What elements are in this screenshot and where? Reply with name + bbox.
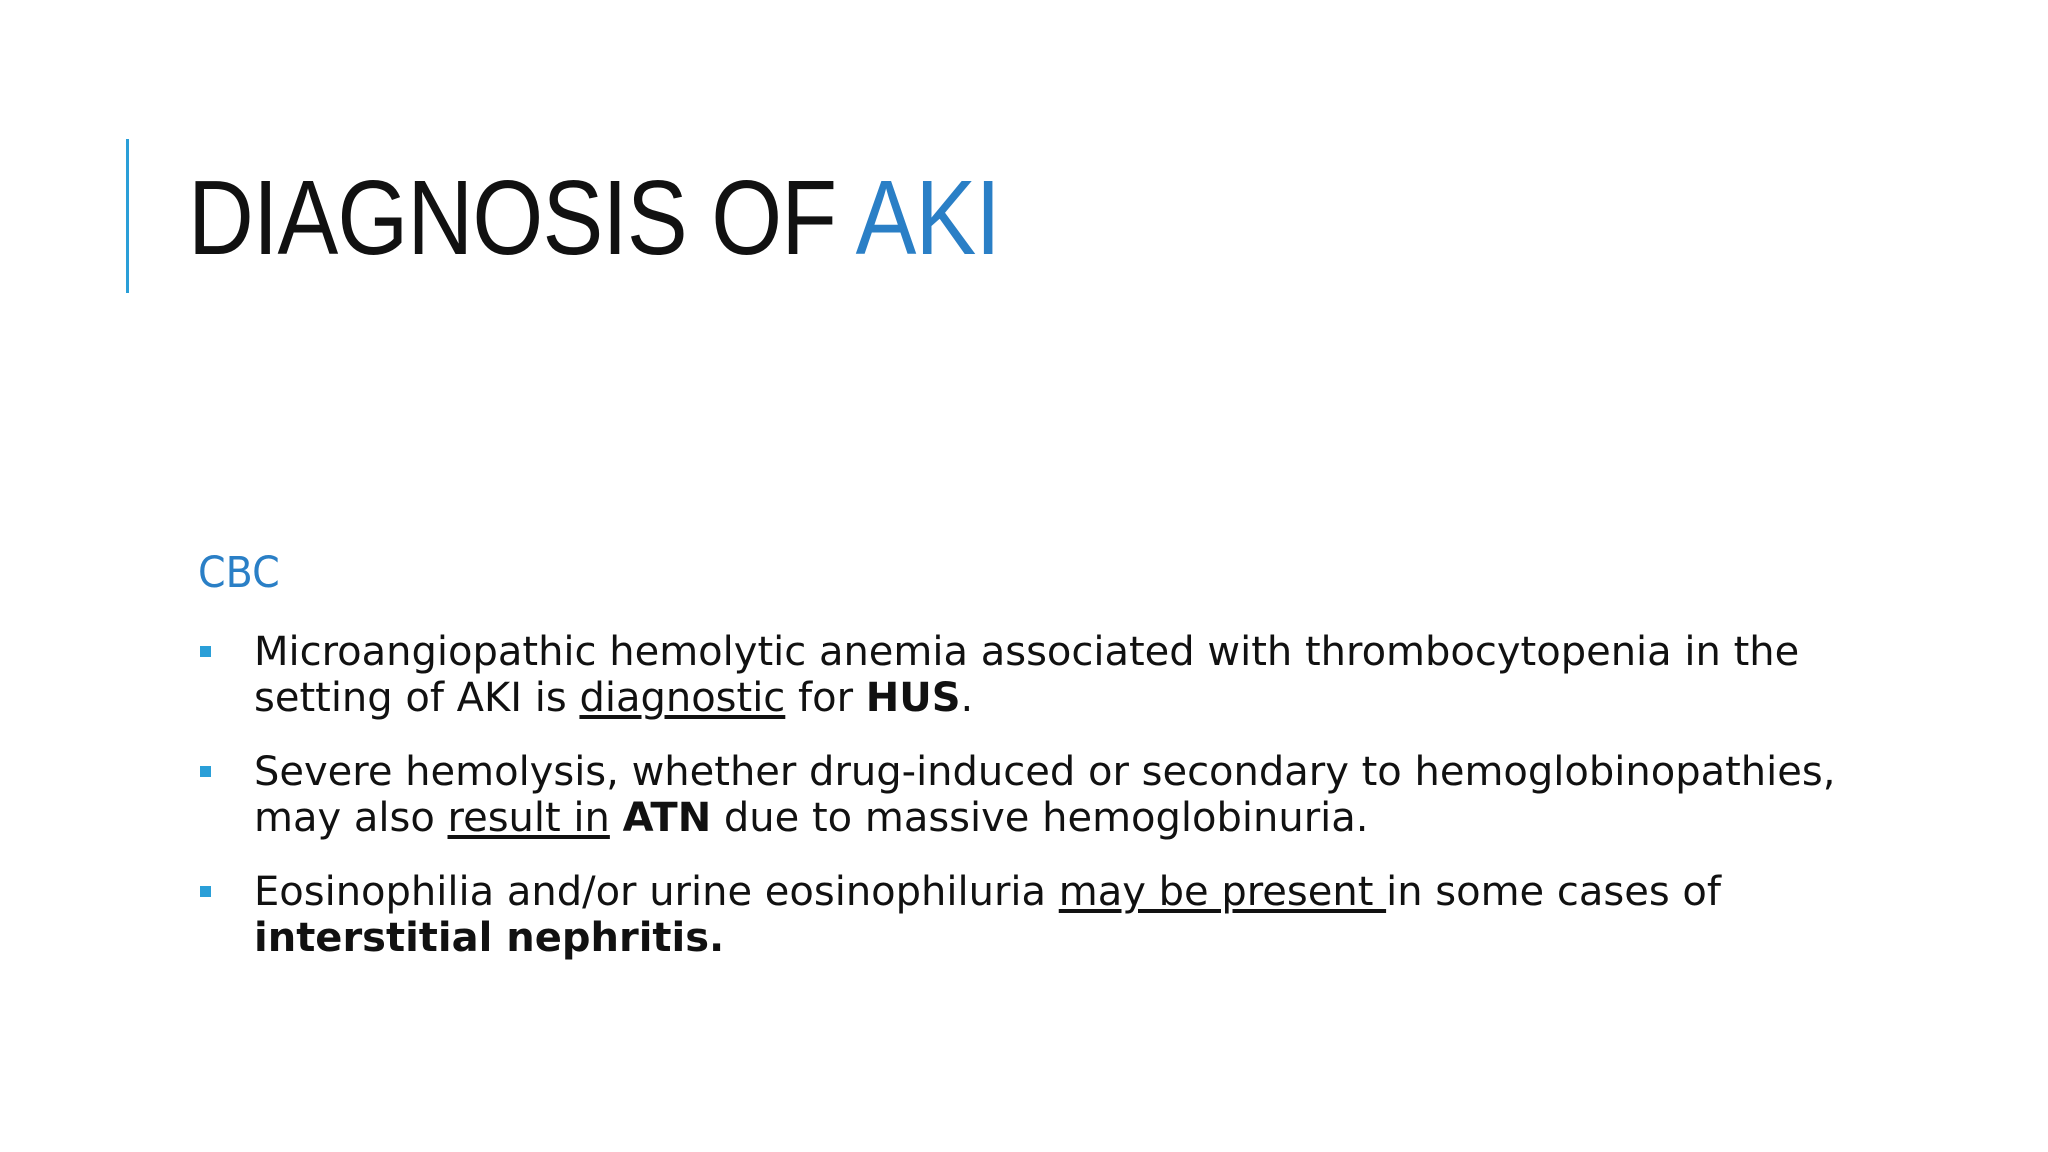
bullet-item-atn (198, 749, 1838, 841)
bullet-text: in some cases of (1386, 869, 1721, 915)
section-subheading: CBC (198, 548, 280, 598)
underlined-text: result in (447, 795, 610, 841)
bullet-text: due to massive hemoglobinuria. (711, 795, 1369, 841)
bullet-text: Microangiopathic hemolytic anemia associated with thrombocytopenia in the setting of AKI is (254, 629, 1800, 721)
bullet-item-interstitial-nephritis (198, 869, 1838, 961)
underlined-text: may be present (1058, 869, 1387, 915)
bold-text: interstitial nephritis. (254, 915, 725, 961)
bullet-text: Eosinophilia and/or urine eosinophiluria (254, 869, 1059, 915)
bullet-list (198, 629, 1838, 961)
bold-text: ATN (622, 795, 712, 841)
title-accent-bar (126, 139, 129, 293)
slide-title (188, 148, 1000, 288)
bold-text: HUS (865, 675, 961, 721)
bullet-text: Severe hemolysis, whether drug-induced or secondary to hemoglobinopathies, may also (254, 749, 1836, 841)
bullet-item-hus (198, 629, 1838, 721)
bullet-text: . (960, 675, 974, 721)
bullet-text: for (785, 675, 866, 721)
underlined-text: diagnostic (579, 675, 786, 721)
title-main-text: DIAGNOSIS OF (188, 159, 856, 277)
title-highlight-text: AKI (855, 159, 1000, 277)
square-bullet-icon (200, 886, 211, 897)
square-bullet-icon (200, 766, 211, 777)
square-bullet-icon (200, 646, 211, 657)
slide-content (198, 543, 1838, 989)
bullet-text (610, 795, 623, 841)
